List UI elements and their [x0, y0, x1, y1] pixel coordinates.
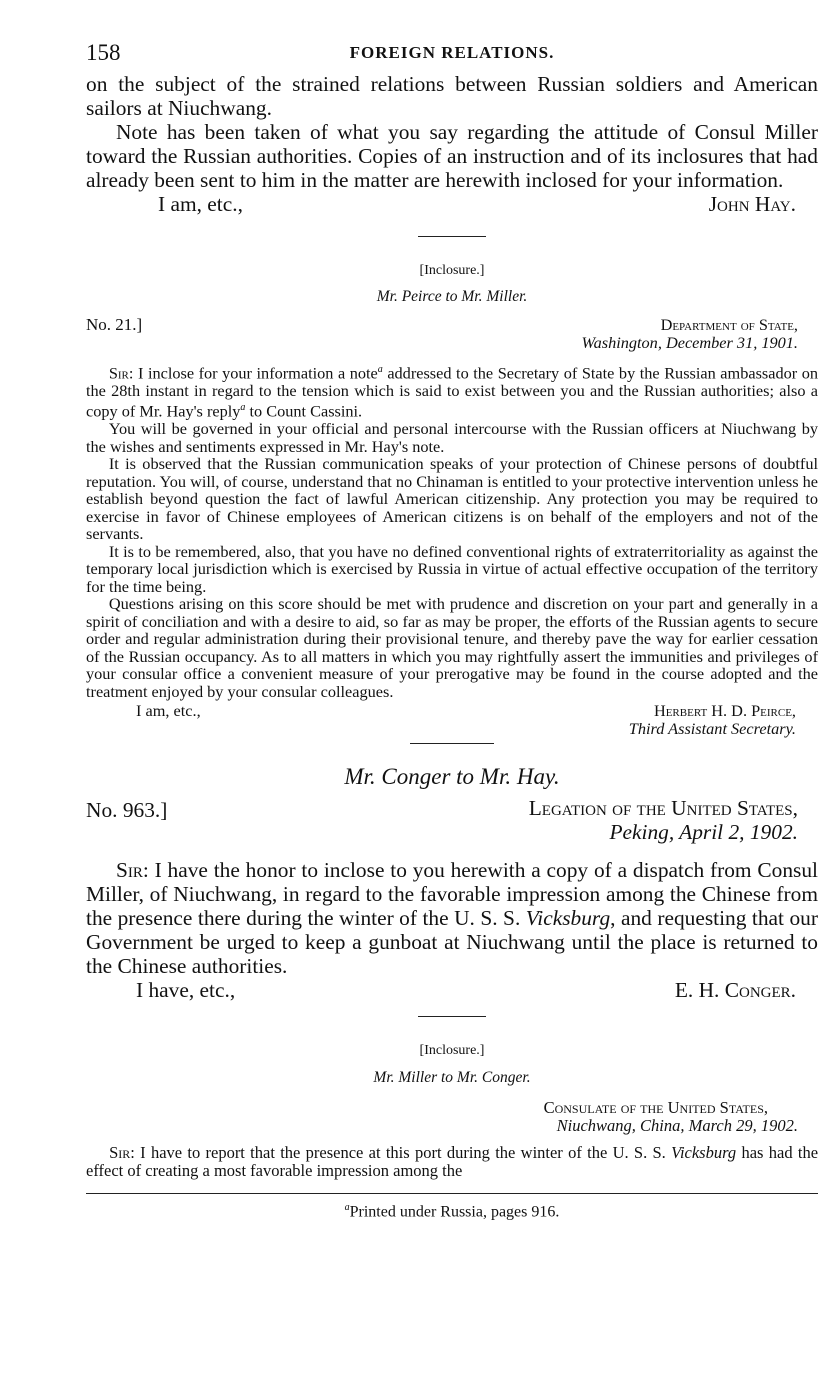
inclosure-title: Mr. Peirce to Mr. Miller.: [376, 288, 528, 305]
dispatch-number: No. 963.]: [86, 798, 168, 823]
document-page: [86, 40, 818, 1222]
signature: Herbert H. D. Peirce,: [653, 701, 796, 721]
page-header: [86, 40, 818, 70]
inclosure1-para4: It is to be remembered, also, that you have no defined conventional rights of extraterritoriality as against the temporary local jurisdiction which is exercised by Russia in virtue of actual effective occupation of the territory for the time being.: [86, 541, 818, 596]
office-block: [582, 316, 818, 351]
place-date: Washington, December 31, 1901.: [581, 332, 798, 352]
office: Department of State,: [660, 315, 798, 334]
body-part-a: I have the honor to inclose to you herewith a copy of a dispatch from Consul Miller, of Niuchwang, in regard to the favorable impression among the Chinese from the presence there during the winter of the U. S. S.: [86, 858, 818, 931]
inclosure2-body: [86, 1144, 818, 1179]
signature: John Hay.: [708, 192, 796, 216]
footnote-mark: a: [344, 1202, 350, 1214]
letter-hay: [86, 72, 818, 216]
letter-conger-signoff: [86, 978, 818, 1002]
signature-title: Third Assistant Secretary.: [628, 718, 796, 738]
ship-name: Vicksburg: [671, 1143, 737, 1163]
letter-hay-para1: on the subject of the strained relations between Russian soldiers and American sailors at Niuchwang.: [86, 72, 818, 120]
dispatch-number: No. 21.]: [86, 315, 143, 334]
office: Legation of the United States,: [528, 796, 798, 821]
letter-conger-title: Mr. Conger to Mr. Hay.: [344, 764, 560, 790]
inclosure1-para2: You will be governed in your official and personal intercourse with the Russian officers at Niuchwang by the wishes and sentiments expressed in Mr. Hay's note.: [86, 419, 818, 456]
para1-part-a: I inclose for your information a note: [137, 363, 378, 383]
dateline: [86, 316, 818, 351]
signature-block: [629, 702, 818, 737]
letter-conger-para: [86, 858, 818, 978]
inclosure1-para3: It is observed that the Russian communication speaks of your protection of Chinese persons of doubtful reputation. You will, of course, understand that no Chinaman is entitled to your protective intervention unless he establish beyond question the fact of lawful American citizenship. Any protection you may be required to exercise in favor of Chinese employees of American citizens is on behalf of the employers and not of the servants.: [86, 454, 818, 544]
dateline: [86, 796, 818, 844]
body-part-a: I have to report that the presence at this port during the winter of the U. S. S.: [140, 1143, 666, 1163]
inclosure1-signoff: [86, 702, 818, 737]
inclosure1-body: [86, 361, 818, 737]
inclosure-title: Mr. Miller to Mr. Conger.: [373, 1069, 531, 1087]
letter-hay-para2: Note has been taken of what you say regarding the attitude of Consul Miller toward the Russian authorities. Copies of an instruction and of its inclosures that had already been sent to him in the matter are herewith inclosed for your information.: [86, 120, 818, 192]
footnote-ref: a: [377, 364, 383, 375]
salutation: Sir:: [108, 363, 134, 383]
page-number: 158: [86, 40, 121, 65]
footnote-text: Printed under Russia, pages 916.: [349, 1203, 560, 1221]
signature: E. H. Conger.: [674, 978, 796, 1003]
salutation: Sir:: [115, 858, 149, 883]
body-part-b: has had the effect of creating a most favorable impression among the: [86, 1143, 819, 1180]
footnote-divider: [86, 1193, 818, 1194]
divider: [410, 743, 494, 744]
para1-part-c: to Count Cassini.: [249, 401, 363, 421]
para1-part-b: addressed to the Secretary of State by the Russian ambassador on the 28th instant in regard to the tension which is said to exist between you and the Russian authorities; also a copy of Mr. Hay's reply: [86, 363, 818, 421]
office: Consulate of the United States,: [543, 1098, 768, 1118]
footnote-ref: a: [240, 402, 246, 414]
inclosure1-para5: Questions arising on this score should be met with prudence and discretion on your part and generally in a spirit of conciliation and with a desire to aid, so far as may be proper, the efforts of the Russian agents to secure order and regular administration during their provisional tenure, and thereby pave the way for earlier cessation of the Russian occupancy. As to all matters in which you may rightfully assert the immunities and privileges of your consular office a convenient measure of your prerogative may be found in the course adopted and the treatment enjoyed by your consular colleagues.: [86, 594, 818, 701]
ship-name: Vicksburg: [525, 906, 611, 931]
inclosure-label: [Inclosure.]: [419, 1043, 485, 1059]
closing: I am, etc.,: [136, 701, 201, 721]
place-date: Niuchwang, China, March 29, 1902.: [556, 1115, 798, 1135]
divider: [418, 236, 486, 237]
closing: I have, etc.,: [136, 978, 236, 1003]
place-date: Peking, April 2, 1902.: [609, 820, 798, 845]
salutation: Sir:: [109, 1143, 135, 1163]
inclosure-label: [Inclosure.]: [419, 263, 485, 278]
office-block: [86, 1099, 818, 1134]
divider: [418, 1016, 486, 1017]
letter-conger-body: [86, 858, 818, 1002]
letter-hay-signoff: [86, 192, 818, 216]
inclosure2-para: [86, 1144, 818, 1179]
closing: I am, etc.,: [158, 192, 243, 216]
inclosure1-para1: [86, 361, 818, 420]
body-part-b: , and requesting that our Government be urged to keep a gunboat at Niuchwang until the place is returned to the Chinese authorities.: [86, 906, 818, 979]
footnote: [86, 1202, 818, 1221]
office-block: [529, 796, 818, 844]
running-head: FOREIGN RELATIONS.: [349, 43, 555, 62]
